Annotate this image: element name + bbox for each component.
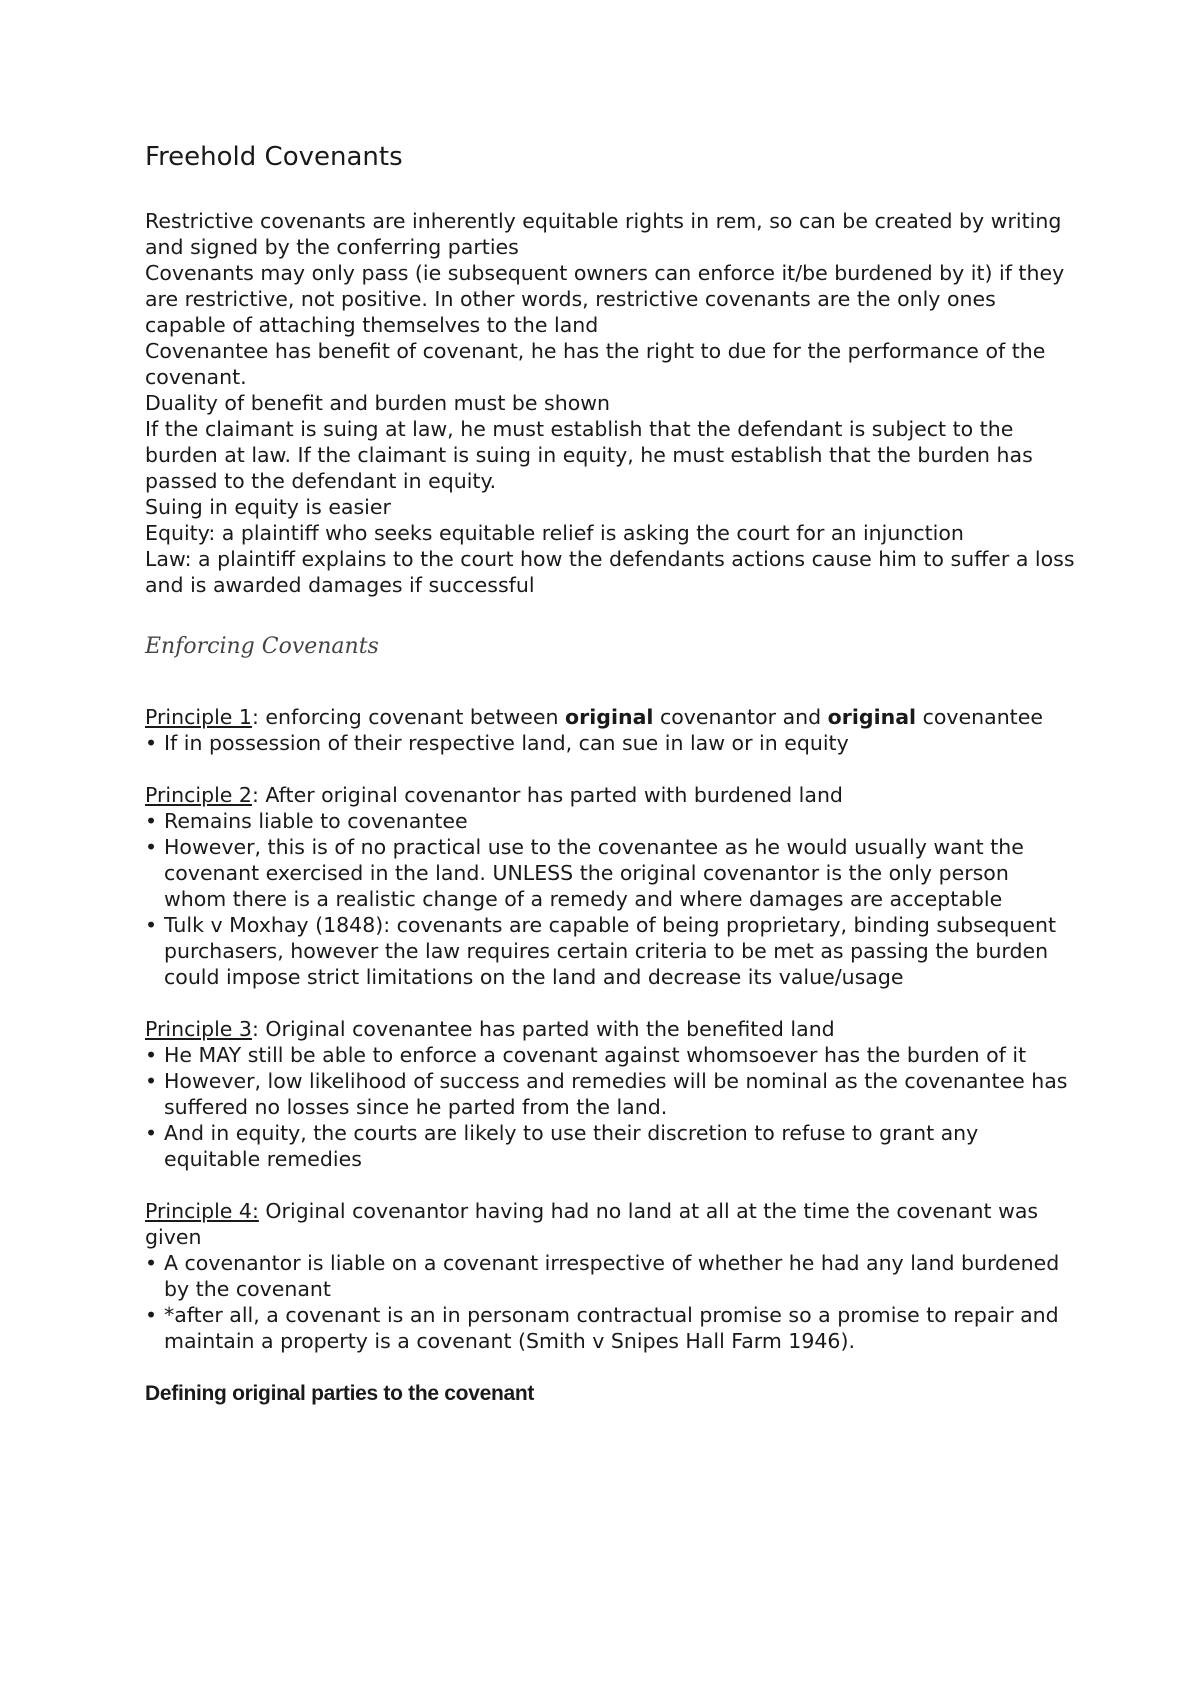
bullet-icon: • [145,1069,158,1093]
bullet-icon: • [145,1251,158,1275]
intro-paragraph: Equity: a plaintiff who seeks equitable relief is asking the court for an injunction [145,521,964,545]
principle-3 [145,1016,1075,1172]
subheading: Defining original parties to the covenant [145,1382,535,1405]
principle-text: covenantor and [653,705,828,729]
list-item-text: A covenantor is liable on a covenant irrespective of whether he had any land burdened by the covenant [164,1251,1060,1301]
principle-2 [145,782,1075,990]
bullet-icon: • [145,1303,158,1327]
principle-heading [145,1016,1075,1042]
list-item [145,808,1075,834]
emphasis-text: original [827,705,917,729]
bullet-icon: • [145,1043,158,1067]
principle-text: covenantee [916,705,1043,729]
principle-text: Original covenantor having had no land at all at the time the covenant was given [145,1199,1039,1249]
list-item-text: He MAY still be able to enforce a covenant against whomsoever has the burden of it [164,1043,1027,1067]
list-item [145,834,1075,912]
principle-text: : After original covenantor has parted with burdened land [251,783,843,807]
principle-1 [145,704,1075,756]
bullet-icon: • [145,1121,158,1145]
intro-paragraph: Law: a plaintiff explains to the court how the defendants actions cause him to suffer a loss and is awarded damages if successful [145,547,1075,597]
intro-paragraph: If the claimant is suing at law, he must establish that the defendant is subject to the burden at law. If the claimant is suing in equity, he must establish that the burden has passed to the defendant in equity. [145,417,1033,493]
list-item-text: If in possession of their respective land, can sue in law or in equity [164,731,849,755]
principle-heading [145,782,1075,808]
list-item-text: Tulk v Moxhay (1848): covenants are capable of being proprietary, binding subsequent purchasers, however the law requires certain criteria to be met as passing the burden could impose strict limitations on the land and decrease its value/usage [164,913,1057,989]
list-item-text: However, low likelihood of success and remedies will be nominal as the covenantee has suffered no losses since he parted from the land. [164,1069,1068,1119]
intro-paragraph: Covenantee has benefit of covenant, he has the right to due for the performance of the covenant. [145,339,1046,389]
list-item-text: And in equity, the courts are likely to use their discretion to refuse to grant any equitable remedies [164,1121,979,1171]
list-item [145,730,1075,756]
intro-paragraph: Restrictive covenants are inherently equitable rights in rem, so can be created by writing and signed by the conferring parties [145,209,1062,259]
list-item [145,1120,1075,1172]
bullet-icon: • [145,835,158,859]
bullet-icon: • [145,809,158,833]
document-title: Freehold Covenants [145,142,403,172]
bullet-list [145,730,1075,756]
principle-label: Principle 2 [145,783,252,807]
list-item-text: Remains liable to covenantee [164,809,468,833]
list-item [145,912,1075,990]
list-item-text: However, this is of no practical use to the covenantee as he would usually want the covenant exercised in the land. UNLESS the original covenantor is the only person whom there is a realistic change of a remedy and where damages are acceptable [164,835,1024,911]
principle-4 [145,1198,1075,1354]
bullet-icon: • [145,731,158,755]
principle-text: : enforcing covenant between [251,705,566,729]
section-heading: Enforcing Covenants [145,634,379,659]
list-item [145,1250,1075,1302]
principle-label: Principle 1 [145,705,252,729]
intro-section [145,208,1075,598]
list-item [145,1302,1075,1354]
intro-paragraph: Duality of benefit and burden must be shown [145,391,610,415]
intro-paragraph: Covenants may only pass (ie subsequent owners can enforce it/be burdened by it) if they are restrictive, not positive. In other words, restrictive covenants are the only ones capable of attaching themselves to the land [145,261,1065,337]
principle-label: Principle 4: [145,1199,259,1223]
list-item [145,1042,1075,1068]
list-item [145,1068,1075,1120]
emphasis-text: original [565,705,654,729]
bullet-icon: • [145,913,158,937]
document-page [145,140,1075,1408]
list-item-text: *after all, a covenant is an in personam contractual promise so a promise to repair and maintain a property is a covenant (Smith v Snipes Hall Farm 1946). [164,1303,1059,1353]
bullet-list [145,808,1075,990]
principle-heading [145,1198,1075,1250]
principle-heading [145,704,1075,730]
principle-text: : Original covenantee has parted with the benefited land [251,1017,835,1041]
bullet-list [145,1250,1075,1354]
bullet-list [145,1042,1075,1172]
intro-paragraph: Suing in equity is easier [145,495,391,519]
principle-label: Principle 3 [145,1017,252,1041]
